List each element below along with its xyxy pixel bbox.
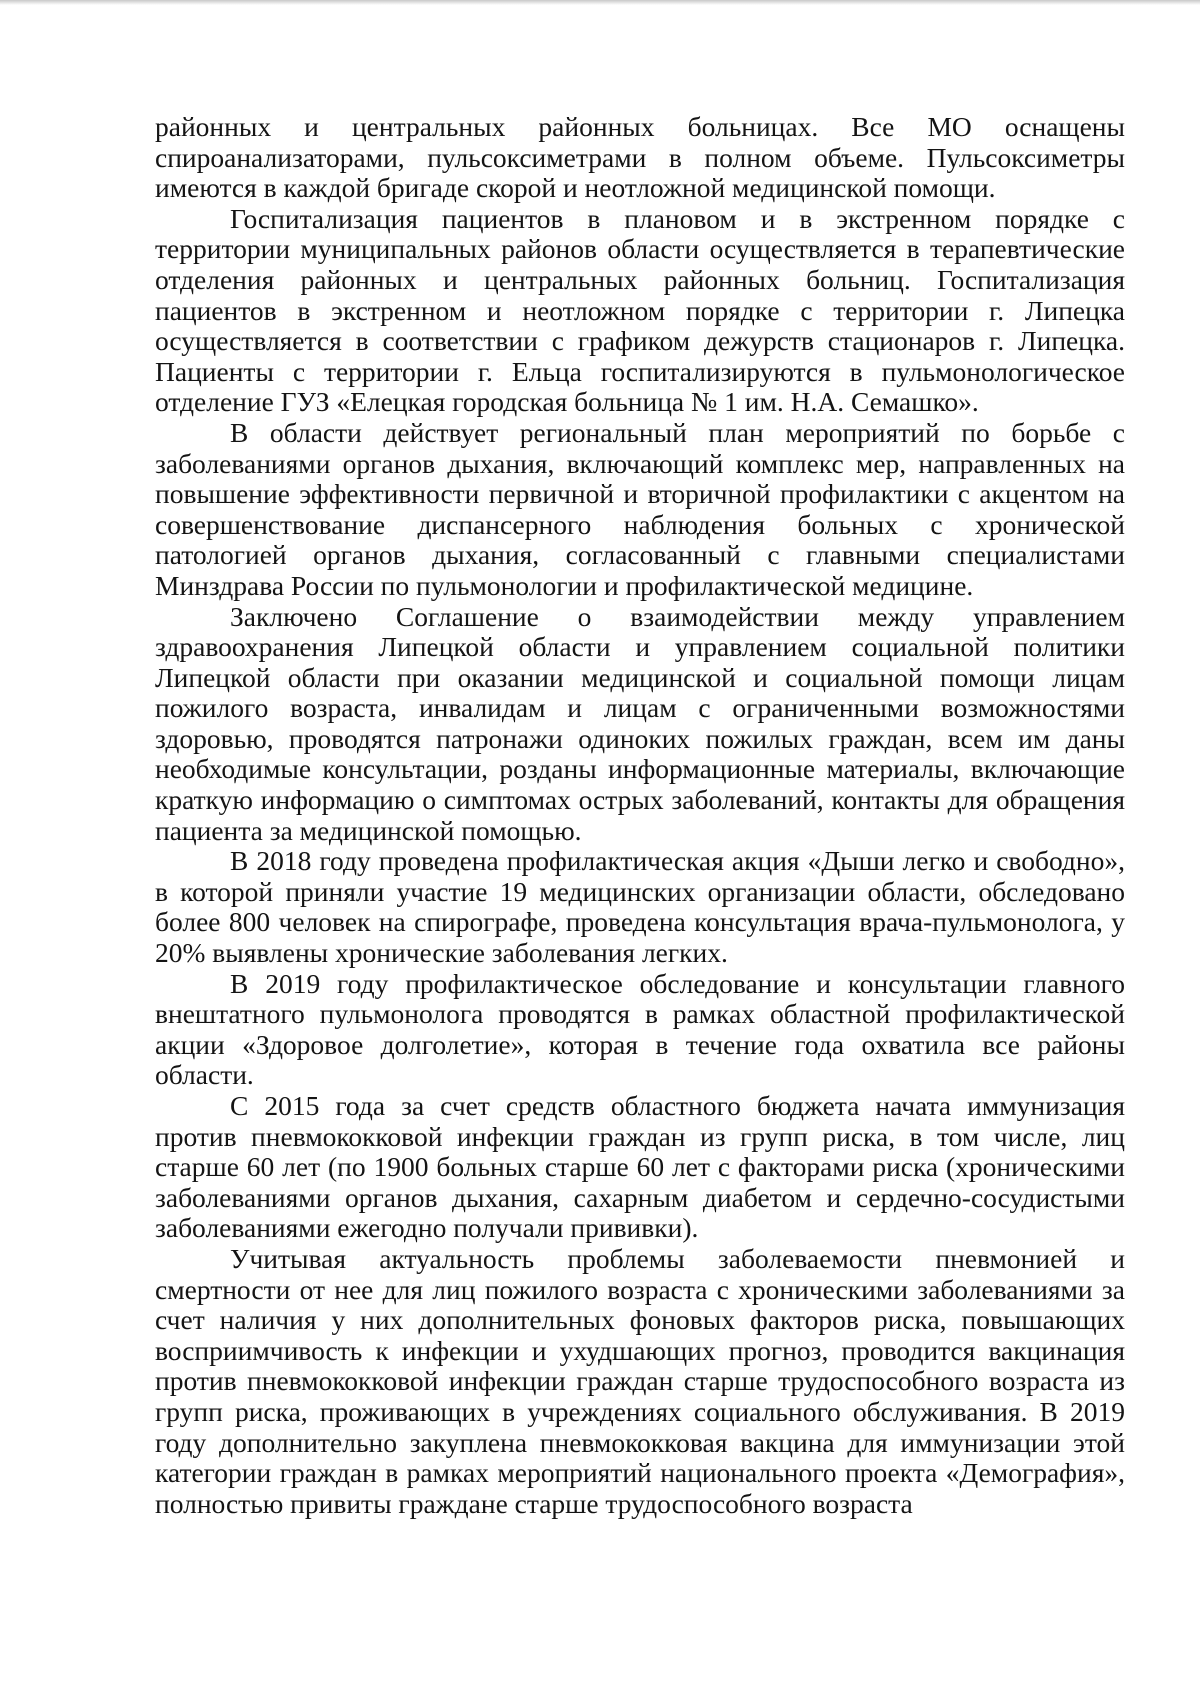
paragraph-immunization-2015: С 2015 года за счет средств областного бюджета начата иммунизация против пневмококковой инфекции граждан из групп риска, в том числе, лиц старше 60 лет (по 1900 больных старше 60 лет с факторами риска (хроническими заболеваниями органов дыхания, сахарным диабетом и сердечно-сосудистыми заболеваниями ежегодно получали прививки). (155, 1090, 1125, 1244)
paragraph-continuation: районных и центральных районных больницах. Все МО оснащены спироанализаторами, пульсоксиметрами в полном объеме. Пульсоксиметры имеются в каждой бригаде скорой и неотложной медицинской помощи. (155, 111, 1125, 204)
paragraph-regional-plan: В области действует региональный план мероприятий по борьбе с заболеваниями органов дыхания, включающий комплекс мер, направленных на повышение эффективности первичной и вторичной профилактики с акцентом на совершенствование диспансерного наблюдения больных с хронической патологией органов дыхания, согласованный с главными специалистами Минздрава России по пульмонологии и профилактической медицине. (155, 416, 1125, 601)
paragraph-2018-campaign: В 2018 году проведена профилактическая акция «Дыши легко и свободно», в которой приняли участие 19 медицинских организации области, обследовано более 800 человек на спирографе, проведена консультация врача-пульмонолога, у 20% выявлены хронические заболевания легких. (155, 845, 1125, 969)
paragraph-vaccination: Учитывая актуальность проблемы заболеваемости пневмонией и смертности от нее для лиц пожилого возраста с хроническими заболеваниями за счет наличия у них дополнительных фоновых факторов риска, повышающих восприимчивость к инфекции и ухудшающих прогноз, проводится вакцинация против пневмококковой инфекции граждан старше трудоспособного возраста из групп риска, проживающих в учреждениях социального обслуживания. В 2019 году дополнительно закуплена пневмококковая вакцина для иммунизации этой категории граждан в рамках мероприятий национального проекта «Демография», полностью привиты граждане старше трудоспособного возраста (155, 1242, 1125, 1519)
paragraph-hospitalization: Госпитализация пациентов в плановом и в экстренном порядке с территории муниципальных районов области осуществляется в терапевтические отделения районных и центральных районных больниц. Госпитализация пациентов в экстренном и неотложном порядке с территории г. Липецка осуществляется в соответствии с графиком дежурств стационаров г. Липецка. Пациенты с территории г. Ельца госпитализируются в пульмонологическое отделение ГУЗ «Елецкая городская больница № 1 им. Н.А. Семашко». (155, 202, 1125, 418)
paragraph-2019-examination: В 2019 году профилактическое обследование и консультации главного внештатного пульмонолога проводятся в рамках областной профилактической акции «Здоровое долголетие», которая в течение года охватила все районы области. (155, 967, 1125, 1091)
scan-top-edge (0, 0, 1200, 5)
document-body (155, 112, 1125, 1519)
paragraph-agreement: Заключено Соглашение о взаимодействии между управлением здравоохранения Липецкой области и управлением социальной политики Липецкой области при оказании медицинской и социальной помощи лицам пожилого возраста, инвалидам и лицам с ограниченными возможностями здоровью, проводятся патронажи одиноких пожилых граждан, всем им даны необходимые консультации, розданы информационные материалы, включающие краткую информацию о симптомах острых заболеваний, контакты для обращения пациента за медицинской помощью. (155, 600, 1125, 846)
